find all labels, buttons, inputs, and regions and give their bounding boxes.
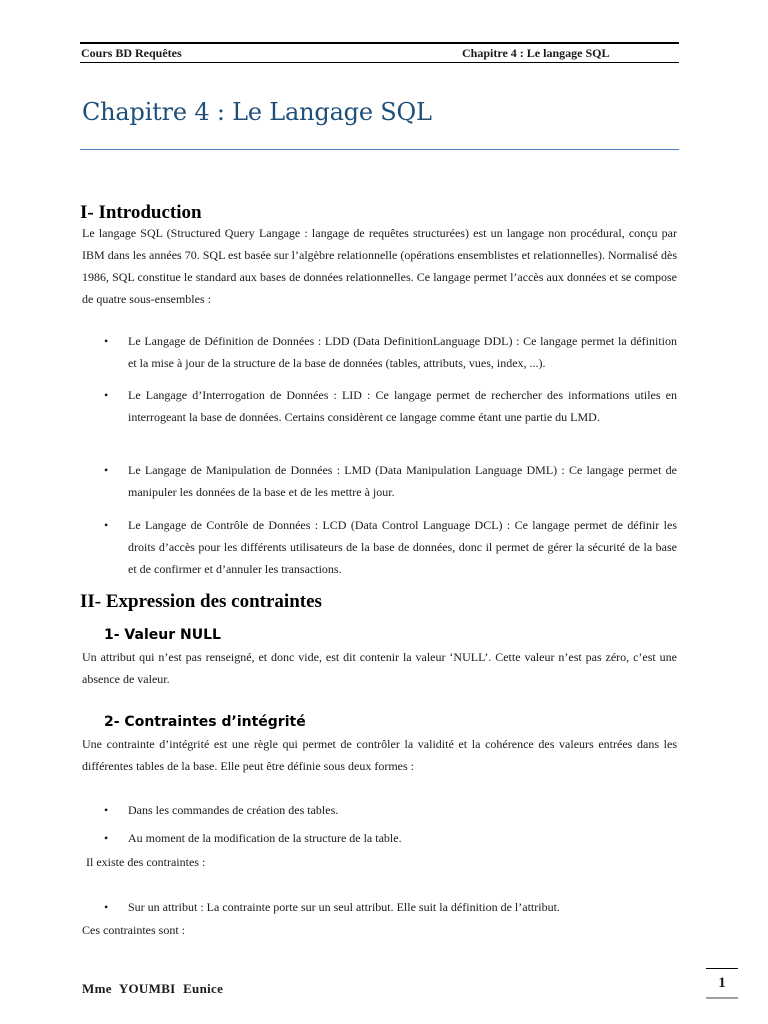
header-chapter-title: Chapitre 4 : Le langage SQL: [462, 46, 610, 60]
list-item-text: Le Langage d’Interrogation de Données : LID : Ce langage permet de rechercher des informations utiles en interrogeant la base de données. Certains considèrent ce langage comme étant une partie du LMD.: [128, 388, 677, 424]
integrity-constraints-heading: 2- Contraintes d’intégrité: [104, 714, 306, 730]
list-item-text: Sur un attribut : La contrainte porte sur un seul attribut. Elle suit la définition de l’attribut.: [128, 900, 560, 914]
integrity-constraints-paragraph: Une contrainte d’intégrité est une règle qui permet de contrôler la validité et la cohérence des valeurs entrées dans les différentes tables de la base. Elle peut être définie sous deux formes :: [82, 737, 677, 773]
list-item-text: Au moment de la modification de la structure de la table.: [128, 831, 402, 845]
bullet-icon: •: [104, 463, 109, 477]
bullet-icon: •: [104, 388, 109, 402]
introduction-heading: I- Introduction: [80, 202, 202, 223]
introduction-paragraph: Le langage SQL (Structured Query Langage : langage de requêtes structurées) est un langage non procédural, conçu par IBM dans les années 70. SQL est basée sur l’algèbre relationnelle (opérations ensemblistes et relationnelles). Normalisé dès 1986, SQL constitue le standard aux bases de données relationnelles. Ce langage permet l’accès aux données et se compose de quatre sous-ensembles :: [82, 226, 677, 306]
bullet-icon: •: [104, 831, 109, 845]
bullet-icon: •: [104, 518, 109, 532]
constraints-exist-line: Il existe des contraintes :: [86, 855, 206, 869]
list-item-text: Le Langage de Définition de Données : LDD (Data DefinitionLanguage DDL) : Ce langage permet la définition et la mise à jour de la structure de la base de données (tables, attributs, vues, index, ...).: [128, 334, 677, 370]
null-value-paragraph: Un attribut qui n’est pas renseigné, et donc vide, est dit contenir la valeur ‘NULL’. Cette valeur n’est pas zéro, c’est une absence de valeur.: [82, 650, 677, 686]
list-item-text: Dans les commandes de création des tables.: [128, 803, 339, 817]
title-underline: [80, 149, 679, 150]
constraints-heading: II- Expression des contraintes: [80, 591, 322, 612]
bullet-icon: •: [104, 803, 109, 817]
constraints-closing-line: Ces contraintes sont :: [82, 923, 185, 937]
list-item-text: Le Langage de Contrôle de Données : LCD (Data Control Language DCL) : Ce langage permet de définir les droits d’accès pour les différents utilisateurs de la base de données, donc il permet de gérer la sécurité de la base et de confirmer et d’annuler les transactions.: [128, 518, 677, 576]
bullet-icon: •: [104, 334, 109, 348]
chapter-title: Chapitre 4 : Le Langage SQL: [82, 98, 432, 126]
null-value-heading: 1- Valeur NULL: [104, 627, 221, 643]
list-item-text: Le Langage de Manipulation de Données : LMD (Data Manipulation Language DML) : Ce langage permet de manipuler les données de la base et de les mettre à jour.: [128, 463, 677, 499]
page-number: 1: [706, 968, 738, 999]
bullet-icon: •: [104, 900, 109, 914]
header-course-title: Cours BD Requêtes: [81, 46, 182, 60]
footer-author: Mme YOUMBI Eunice: [82, 981, 224, 996]
page-header: [80, 42, 679, 63]
